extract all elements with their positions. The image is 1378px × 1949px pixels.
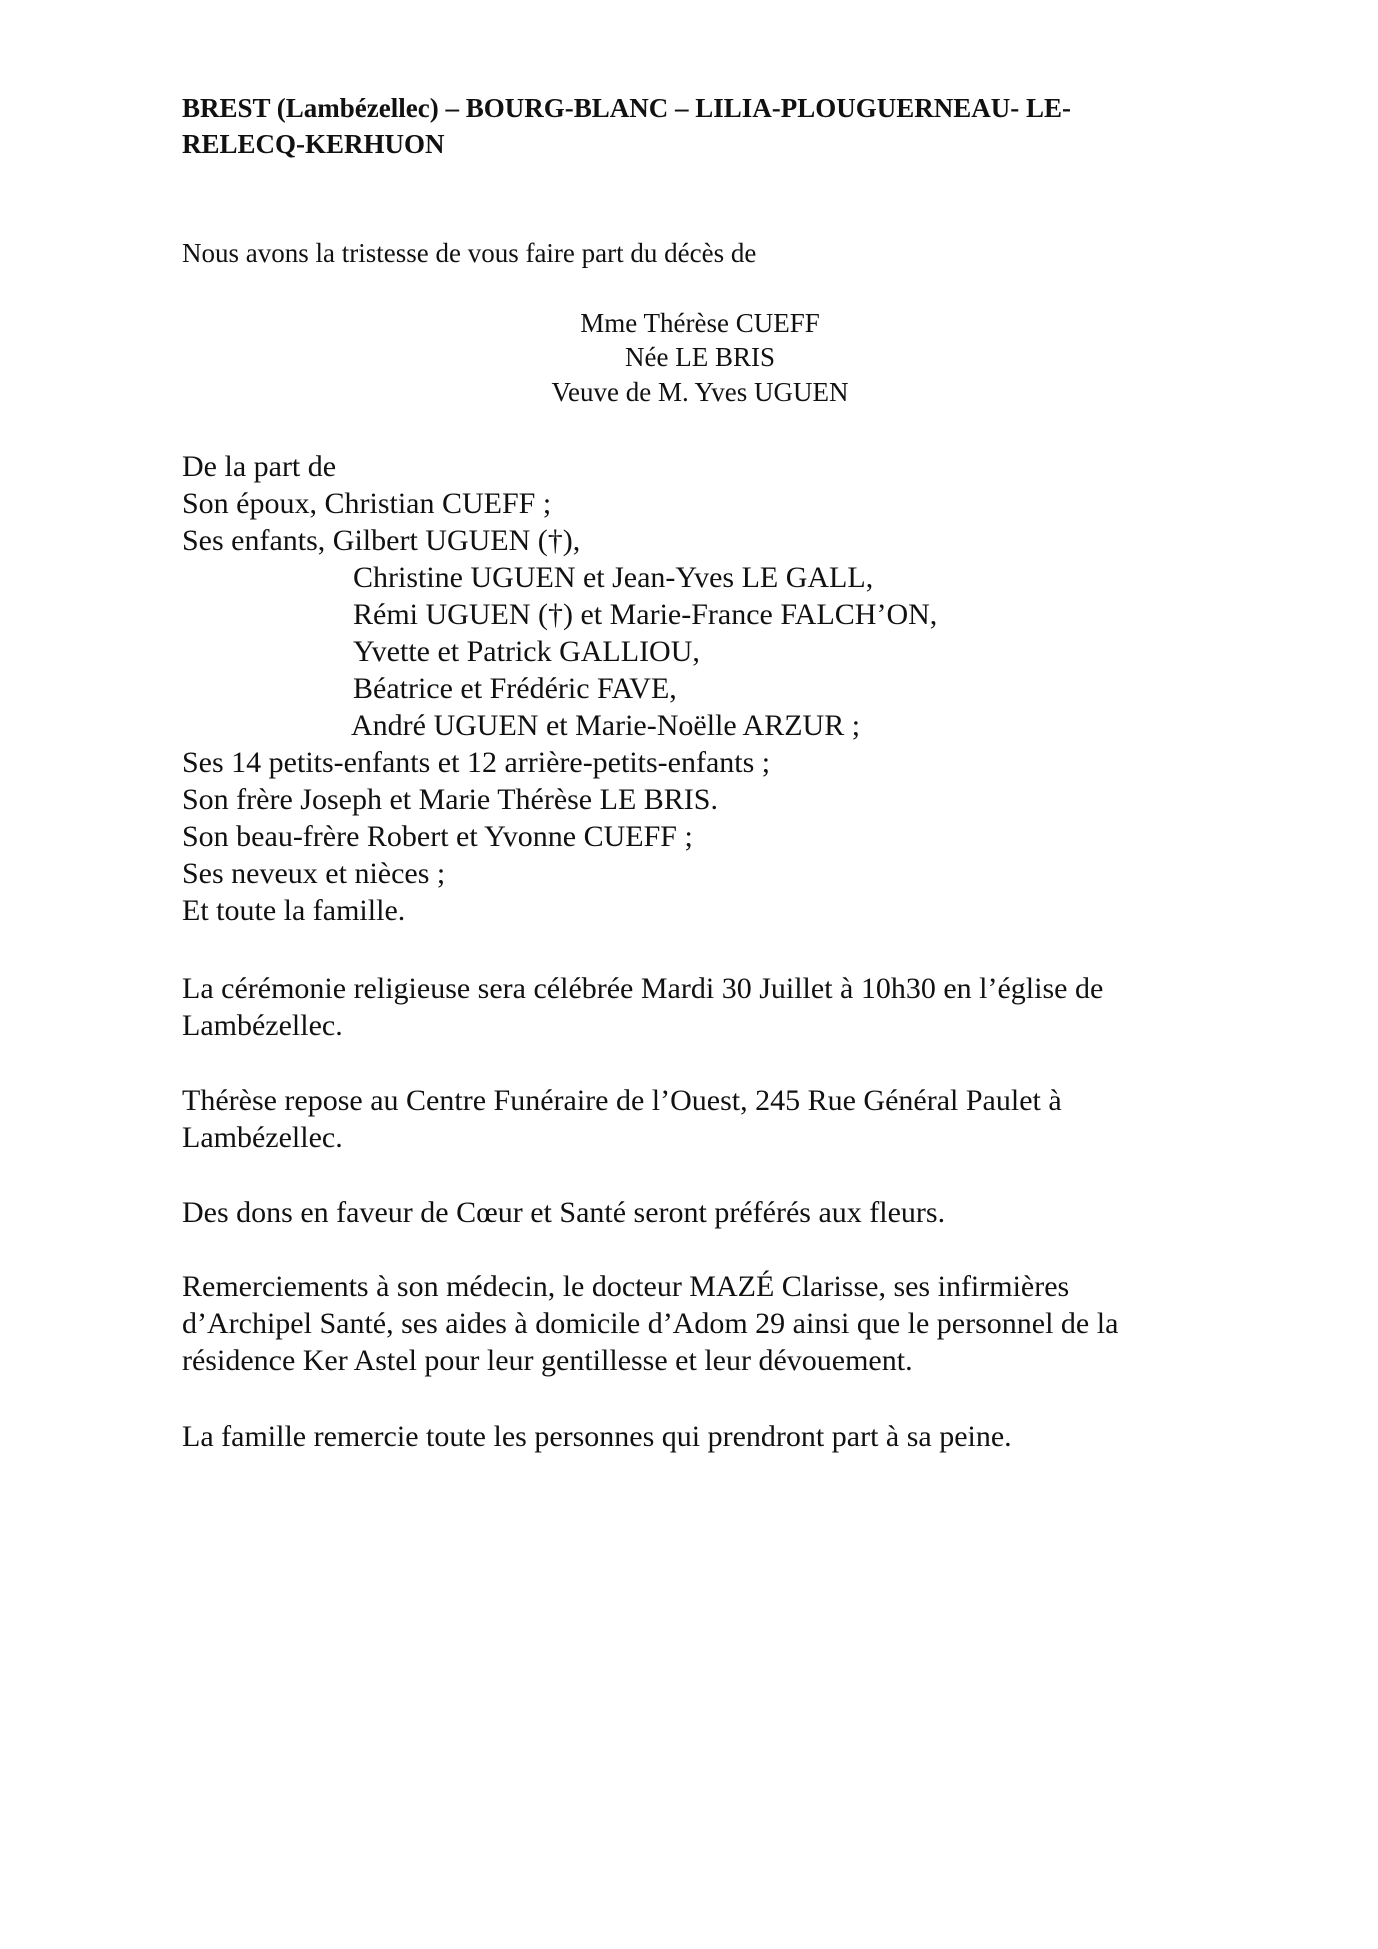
family-from: De la part de: [182, 450, 337, 483]
family-child: Yvette et Patrick GALLIOU,: [353, 635, 700, 668]
family-children-lead: Ses enfants, Gilbert UGUEN (†),: [182, 524, 581, 557]
thanks-line-1: Remerciements à son médecin, le docteur MAZÉ Clarisse, ses infirmières: [182, 1270, 1070, 1303]
closing-paragraph: [182, 1418, 1222, 1455]
family-nephews: Ses neveux et nièces ;: [182, 857, 446, 890]
family-child: Christine UGUEN et Jean-Yves LE GALL,: [353, 561, 874, 594]
family-grandchildren: Ses 14 petits-enfants et 12 arrière-petits-enfants ;: [182, 746, 771, 779]
rest-line-2: Lambézellec.: [182, 1121, 343, 1154]
thanks-line-2: d’Archipel Santé, ses aides à domicile d’Adom 29 ainsi que le personnel de la: [182, 1307, 1119, 1340]
rest-line-1: Thérèse repose au Centre Funéraire de l’Ouest, 245 Rue Général Paulet à: [182, 1084, 1062, 1117]
heading-line-1: BREST (Lambézellec) – BOURG-BLANC – LILIA-PLOUGUERNEAU- LE-: [182, 93, 1072, 123]
donations-line: Des dons en faveur de Cœur et Santé seront préférés aux fleurs.: [182, 1196, 946, 1229]
family-spouse: Son époux, Christian CUEFF ;: [182, 487, 552, 520]
family-child: Béatrice et Frédéric FAVE,: [353, 672, 677, 705]
family-all: Et toute la famille.: [182, 894, 406, 927]
rest-paragraph: [182, 1082, 1222, 1156]
thanks-line-3: résidence Ker Astel pour leur gentillesse et leur dévouement.: [182, 1344, 913, 1377]
deceased-name: Mme Thérèse CUEFF: [580, 308, 820, 338]
family-brother: Son frère Joseph et Marie Thérèse LE BRIS.: [182, 783, 718, 816]
ceremony-line-2: Lambézellec.: [182, 1009, 343, 1042]
heading-line-2: RELECQ-KERHUON: [182, 129, 445, 159]
deceased-widow-of: Veuve de M. Yves UGUEN: [551, 377, 849, 407]
deceased-maiden-name: Née LE BRIS: [625, 342, 775, 372]
ceremony-line-1: La cérémonie religieuse sera célébrée Mardi 30 Juillet à 10h30 en l’église de: [182, 972, 1104, 1005]
donations-paragraph: [182, 1194, 1222, 1231]
family-brother-in-law: Son beau-frère Robert et Yvonne CUEFF ;: [182, 820, 693, 853]
ceremony-paragraph: [182, 970, 1222, 1044]
family-child: André UGUEN et Marie-Noëlle ARZUR ;: [351, 709, 861, 742]
thanks-paragraph: [182, 1268, 1222, 1379]
document-heading: [182, 90, 1202, 162]
family-child: Rémi UGUEN (†) et Marie-France FALCH’ON,: [353, 598, 938, 631]
closing-line: La famille remercie toute les personnes qui prendront part à sa peine.: [182, 1420, 1012, 1453]
intro-text: Nous avons la tristesse de vous faire part du décès de: [182, 238, 757, 268]
